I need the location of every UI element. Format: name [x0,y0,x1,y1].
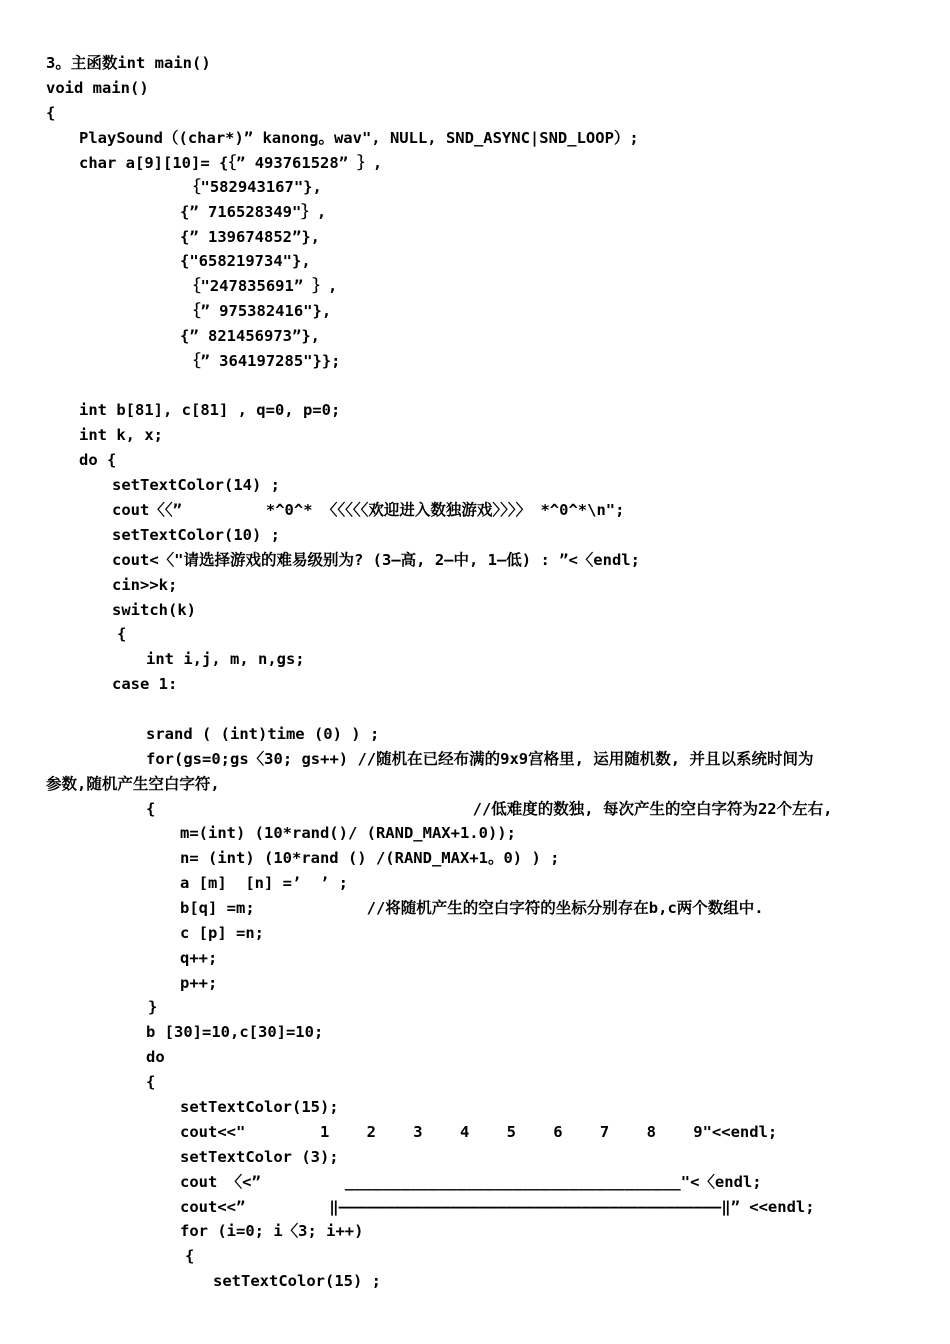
code-line: {” 139674852”}, [180,228,320,246]
code-line: ｛” 364197285"}}; [185,352,341,370]
code-line: int k, x; [79,426,163,444]
code-line: {” 716528349"｝, [180,203,327,221]
code-line: cout 〈<” ____________________________________"<〈endl; [180,1173,762,1191]
code-line: { [185,1247,195,1265]
code-line: q++; [180,949,218,967]
code-line: case 1: [112,675,178,693]
code-line: for (i=0; i〈3; i++) [180,1222,364,1240]
code-line: ｛"582943167"}, [185,178,322,196]
code-line: char a[9][10]= {｛” 493761528” ｝, [79,154,383,172]
code-line: setTextColor(10) ; [112,526,280,544]
code-line: {"658219734"}, [180,252,311,270]
code-line: cin>>k; [112,576,178,594]
code-line: b [30]=10,c[30]=10; [146,1023,324,1041]
code-line: srand ( (int)time (0) ) ; [146,725,380,743]
code-line: for(gs=0;gs〈30; gs++) //随机在已经布满的9x9宫格里, 运用随机数, 并且以系统时间为 [146,750,814,768]
code-line: PlaySound（(char*)” kanong。wav", NULL, SND_ASYNC|SND_LOOP）; [79,129,639,147]
code-line: c [p] =n; [180,924,264,942]
code-line: } [148,998,158,1016]
code-line: {” 821456973”}, [180,327,320,345]
code-line: do { [79,451,117,469]
code-line: ｛” 975382416"}, [185,302,332,320]
code-line: switch(k) [112,601,196,619]
code-line: do [146,1048,165,1066]
code-line: { [146,1073,156,1091]
code-line: a [m] [n] =’ ’ ; [180,874,348,892]
code-line: int b[81], c[81] , q=0, p=0; [79,401,341,419]
code-line: setTextColor (3); [180,1148,339,1166]
code-line: setTextColor(14) ; [112,476,280,494]
code-line: setTextColor(15); [180,1098,339,1116]
code-line: ｛"247835691” ｝, [185,277,338,295]
code-line: void main() [46,79,149,97]
code-line: n= (int) (10*rand () /(RAND_MAX+1。0) ) ; [180,849,560,867]
code-line: cout<〈"请选择游戏的难易级别为? (3—高, 2—中, 1—低) : ”<〈endl; [112,551,640,569]
code-line: { //低难度的数独, 每次产生的空白字符为22个左右, [146,800,833,818]
code-line: { [117,625,127,643]
code-line: setTextColor(15) ; [213,1272,381,1290]
code-line: cout〈〈” *^0^* 〈〈〈〈〈欢迎进入数独游戏〉〉〉〉 *^0^*\n"; [112,501,625,519]
code-line: { [46,104,56,122]
code-line: int i,j, m, n,gs; [146,650,305,668]
code-line: 参数,随机产生空白字符, [46,775,220,793]
code-line: cout<<” ‖—————————————————————————————————————————‖” <<endl; [180,1198,815,1216]
code-line: 3。主函数int main() [46,54,211,72]
code-line: b[q] =m; //将随机产生的空白字符的坐标分别存在b,c两个数组中. [180,899,764,917]
code-line: m=(int) (10*rand()/ (RAND_MAX+1.0)); [180,824,516,842]
code-line: p++; [180,974,218,992]
code-line: cout<<" 1 2 3 4 5 6 7 8 9"<<endl; [180,1123,778,1141]
